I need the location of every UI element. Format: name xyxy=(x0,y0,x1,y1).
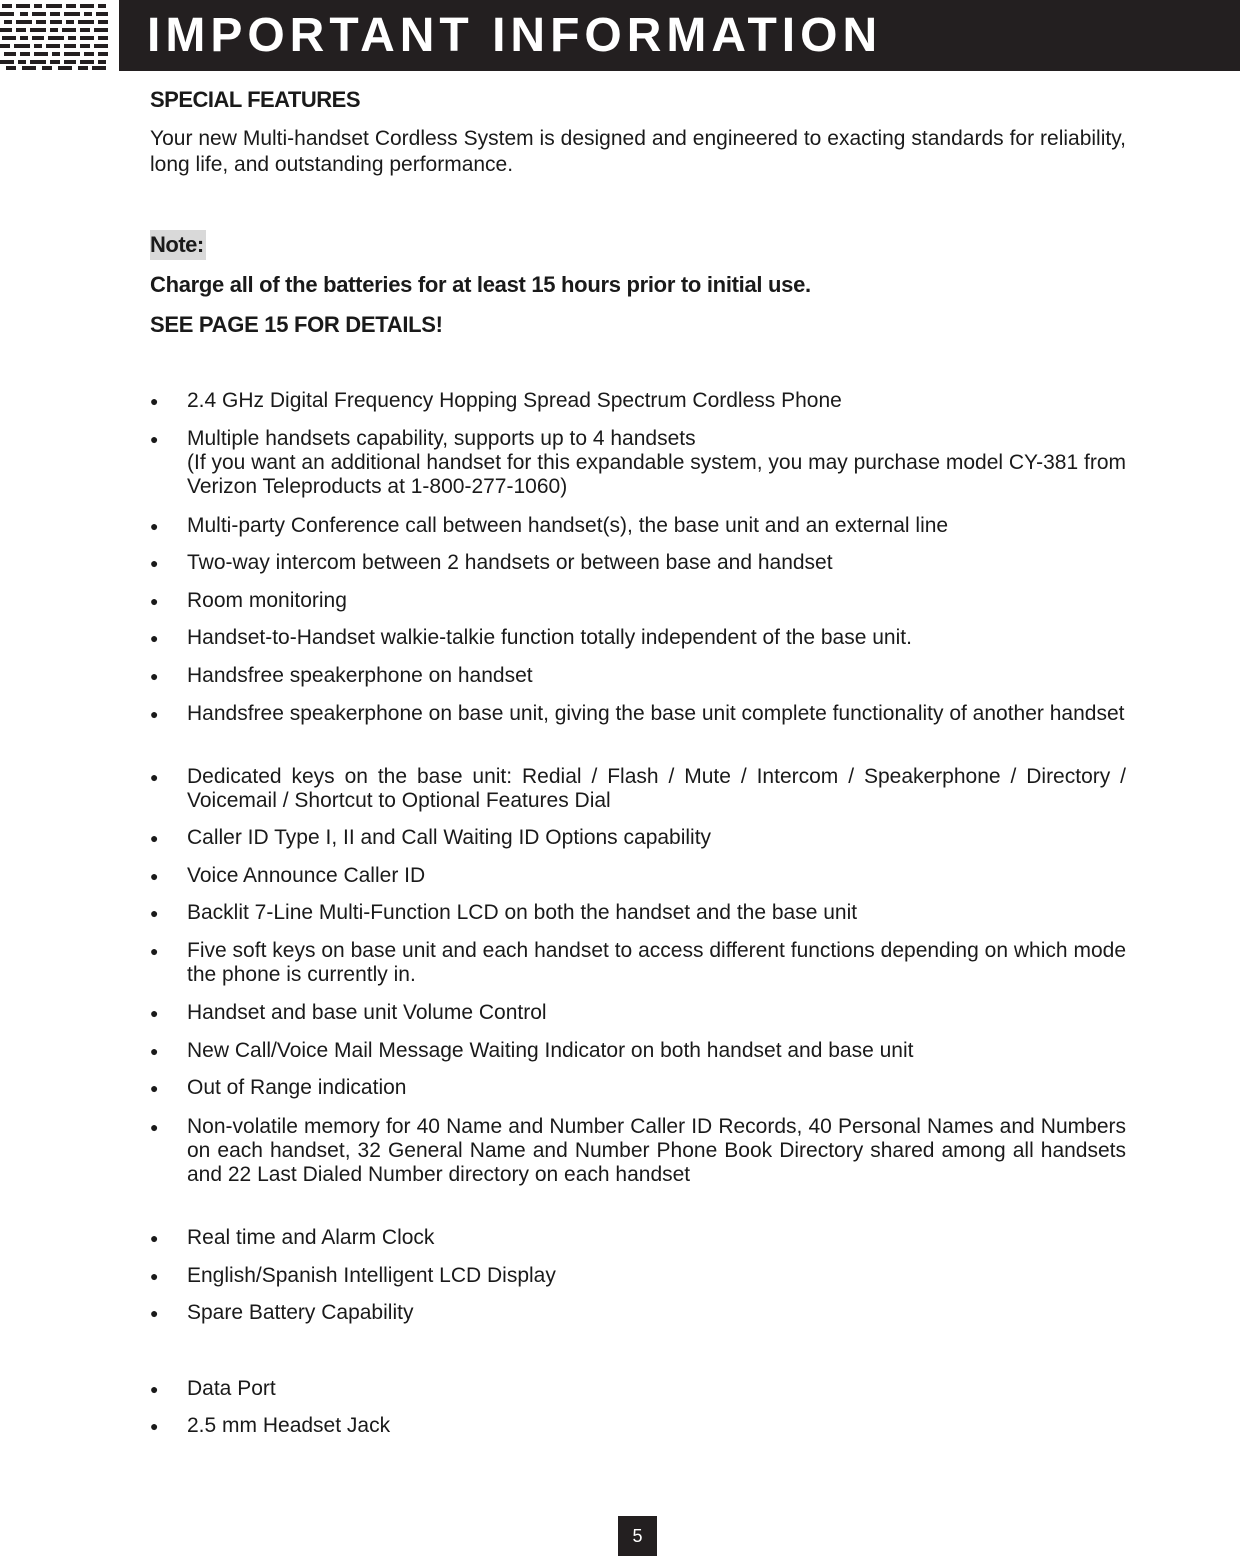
list-item-text: Dedicated keys on the base unit: Redial / Flash / Mute / Intercom / Speakerphone / Directory / Voicemail / Shortcut to Optional Features Dial xyxy=(187,765,1126,812)
list-item-text: Caller ID Type I, II and Call Waiting ID Options capability xyxy=(187,826,712,849)
header-bar xyxy=(119,0,1240,71)
list-item xyxy=(150,626,1126,650)
list-item-text: Backlit 7-Line Multi-Function LCD on both the handset and the base unit xyxy=(187,901,858,924)
list-item-text: Five soft keys on base unit and each handset to access different functions depending on which mode the phone is currently in. xyxy=(187,939,1126,986)
list-item-text: New Call/Voice Mail Message Waiting Indicator on both handset and base unit xyxy=(187,1039,914,1062)
note-see-page: SEE PAGE 15 FOR DETAILS! xyxy=(150,312,443,337)
list-item xyxy=(150,389,1126,413)
bullet-icon: ● xyxy=(150,1119,159,1135)
list-item-text: Spare Battery Capability xyxy=(187,1301,414,1324)
bullet-icon: ● xyxy=(150,593,159,609)
page-number: 5 xyxy=(618,1516,657,1556)
list-item xyxy=(150,765,1126,813)
list-item-text: Real time and Alarm Clock xyxy=(187,1226,435,1249)
bullet-icon: ● xyxy=(150,1268,159,1284)
list-item xyxy=(150,1076,1126,1100)
list-item-text: Room monitoring xyxy=(187,589,347,612)
list-item xyxy=(150,1226,1126,1250)
list-item-subtext: (If you want an additional handset for this expandable system, you may purchase model CY-381 from Verizon Teleproducts at 1-800-277-1060) xyxy=(187,451,1126,498)
list-item-text: Non-volatile memory for 40 Name and Number Caller ID Records, 40 Personal Names and Numbers on each handset, 32 General Name and Number Phone Book Directory shared among all handsets and 22 Last Dialed Number directory on each handset xyxy=(187,1115,1126,1186)
bullet-icon: ● xyxy=(150,1080,159,1096)
list-item xyxy=(150,1301,1126,1325)
bullet-icon: ● xyxy=(150,905,159,921)
list-item xyxy=(150,664,1126,688)
bullet-icon: ● xyxy=(150,943,159,959)
bullet-icon: ● xyxy=(150,1381,159,1397)
bullet-icon: ● xyxy=(150,868,159,884)
list-item xyxy=(150,901,1126,925)
list-item xyxy=(150,1264,1126,1288)
list-item xyxy=(150,1377,1126,1401)
list-item-text: Handsfree speakerphone on handset xyxy=(187,664,533,687)
bullet-icon: ● xyxy=(150,1230,159,1246)
bullet-icon: ● xyxy=(150,668,159,684)
list-item xyxy=(150,514,1126,538)
list-item xyxy=(150,1039,1126,1063)
bullet-icon: ● xyxy=(150,1043,159,1059)
list-item-text: Handset and base unit Volume Control xyxy=(187,1001,547,1024)
header-pattern-logo xyxy=(0,0,110,72)
list-item xyxy=(150,864,1126,888)
bullet-icon: ● xyxy=(150,769,159,785)
intro-paragraph: Your new Multi-handset Cordless System is designed and engineered to exacting standards for reliability, long life, and outstanding performance. xyxy=(150,127,1126,176)
section-title: SPECIAL FEATURES xyxy=(150,87,360,112)
bullet-icon: ● xyxy=(150,1305,159,1321)
list-item-text: English/Spanish Intelligent LCD Display xyxy=(187,1264,556,1287)
bullet-icon: ● xyxy=(150,518,159,534)
bullet-icon: ● xyxy=(150,830,159,846)
list-item xyxy=(150,551,1126,575)
list-item xyxy=(150,427,1126,499)
bullet-icon: ● xyxy=(150,630,159,646)
page-title: IMPORTANT INFORMATION xyxy=(147,9,883,62)
list-item xyxy=(150,1414,1126,1438)
bullet-icon: ● xyxy=(150,431,159,447)
bullet-icon: ● xyxy=(150,706,159,722)
list-item xyxy=(150,1115,1126,1187)
list-item xyxy=(150,702,1126,726)
list-item-text: Multiple handsets capability, supports up to 4 handsets xyxy=(187,427,696,450)
list-item-text: Data Port xyxy=(187,1377,276,1400)
bullet-icon: ● xyxy=(150,1005,159,1021)
list-item-text: Out of Range indication xyxy=(187,1076,407,1099)
list-item xyxy=(150,826,1126,850)
list-item-text: 2.4 GHz Digital Frequency Hopping Spread Spectrum Cordless Phone xyxy=(187,389,842,412)
note-charge-instruction: Charge all of the batteries for at least 15 hours prior to initial use. xyxy=(150,272,811,297)
list-item-text: Handsfree speakerphone on base unit, giving the base unit complete functionality of another handset xyxy=(187,702,1125,725)
note-label: Note: xyxy=(150,230,206,260)
list-item-text: Voice Announce Caller ID xyxy=(187,864,426,887)
list-item-text: Two-way intercom between 2 handsets or between base and handset xyxy=(187,551,833,574)
bullet-icon: ● xyxy=(150,1418,159,1434)
list-item xyxy=(150,1001,1126,1025)
list-item xyxy=(150,589,1126,613)
bullet-icon: ● xyxy=(150,393,159,409)
list-item-text: Handset-to-Handset walkie-talkie function totally independent of the base unit. xyxy=(187,626,912,649)
list-item-text: 2.5 mm Headset Jack xyxy=(187,1414,391,1437)
bullet-icon: ● xyxy=(150,555,159,571)
list-item xyxy=(150,939,1126,987)
list-item-text: Multi-party Conference call between handset(s), the base unit and an external line xyxy=(187,514,949,537)
